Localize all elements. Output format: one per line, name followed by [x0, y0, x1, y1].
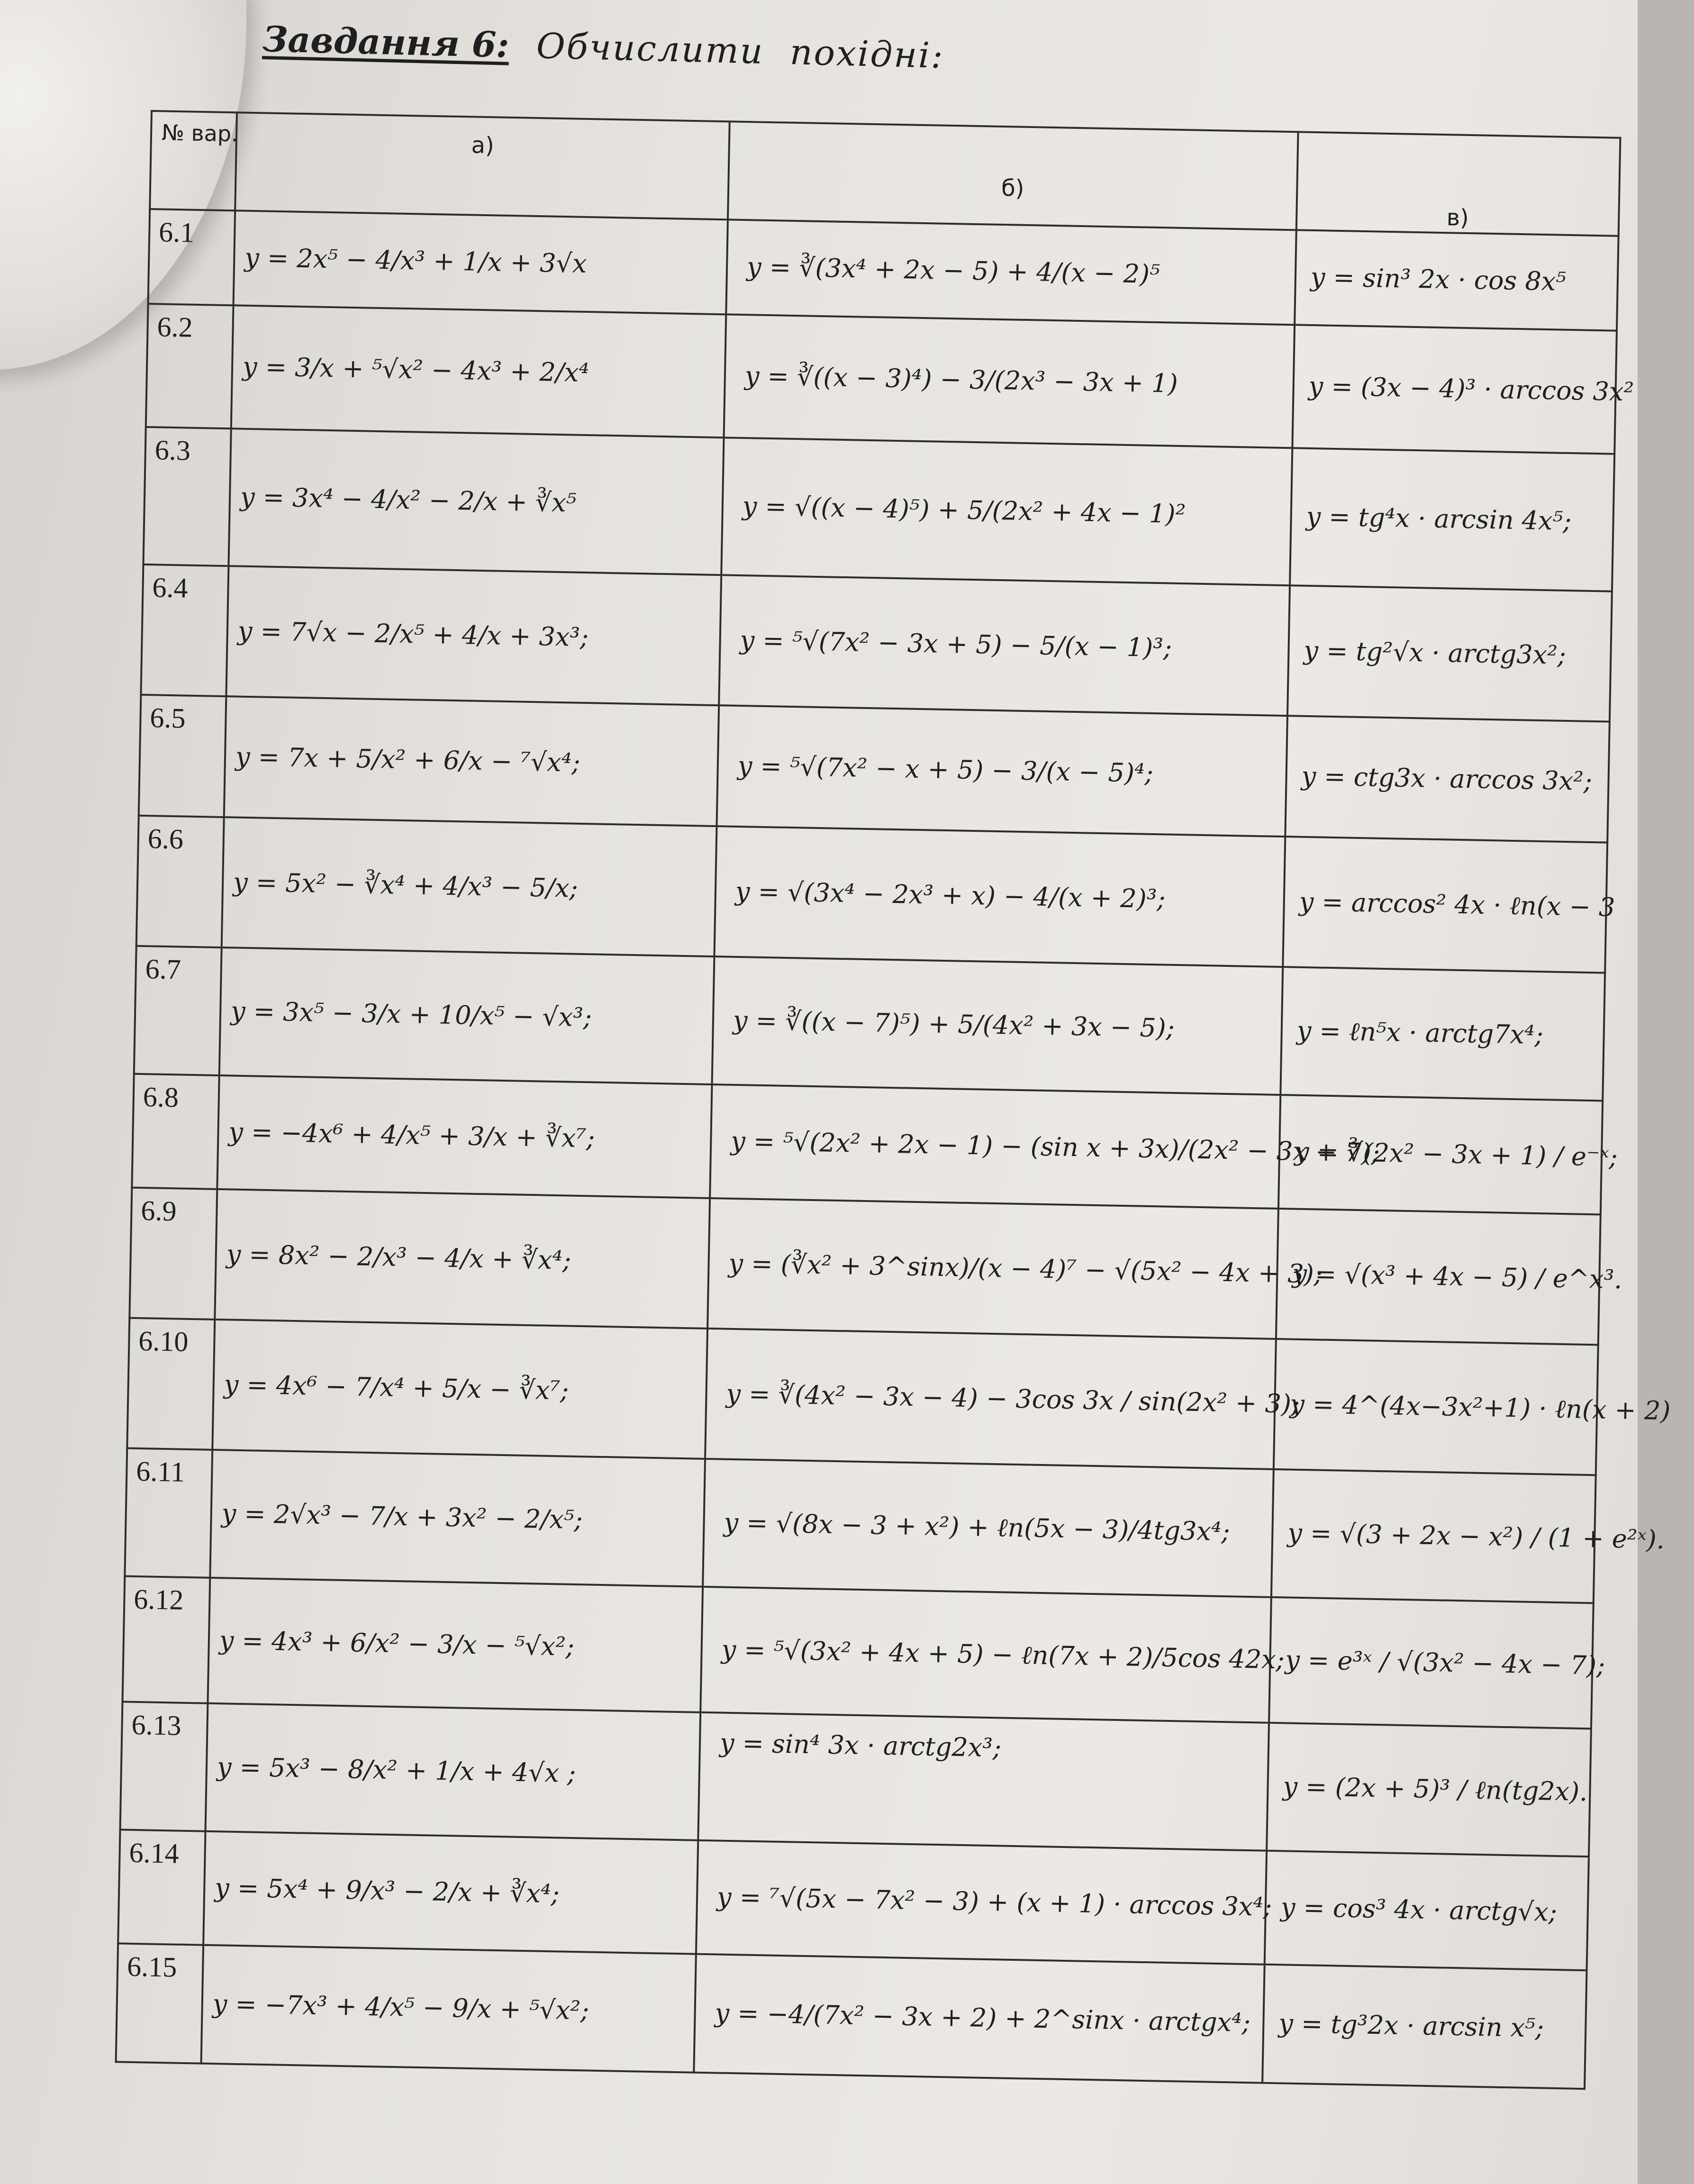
table-row: [129, 1187, 1601, 1345]
formula-a: y = 4x³ + 6/x² − 3/x − ⁵√x²;: [208, 1577, 703, 1712]
header-column-c: в): [1296, 132, 1621, 236]
formula-c: y = cos³ 4x · arctg√x;: [1265, 1850, 1589, 1970]
formula-a: y = 5x² − ∛x⁴ + 4/x³ − 5/x;: [222, 817, 717, 956]
formula-b: y = ∛(4x² − 3x − 4) − 3cos 3x / sin(2x² + 3);: [705, 1329, 1276, 1469]
formula-a: y = 8x² − 2/x³ − 4/x + ∛x⁴;: [215, 1189, 710, 1329]
variant-number: 6.4: [141, 564, 228, 696]
task-heading: [262, 19, 945, 76]
formula-c: y = (2x + 5)³ / ℓn(tg2x).: [1267, 1722, 1591, 1856]
formula-b: y = √(8x − 3 + x²) + ℓn(5x − 3)/4tg3x⁴;: [703, 1459, 1274, 1597]
variant-number: 6.8: [132, 1074, 219, 1189]
formula-a: y = 3x⁵ − 3/x + 10/x⁵ − √x³;: [219, 947, 715, 1084]
variant-number: 6.5: [139, 694, 226, 817]
formula-b: y = ∛(3x⁴ + 2x − 5) + 4/(x − 2)⁵: [726, 219, 1296, 325]
formula-c: y = (3x − 4)³ · arccos 3x²: [1292, 325, 1617, 454]
formula-a: y = 2x⁵ − 4/x³ + 1/x + 3√x: [233, 210, 727, 314]
formula-c: y = e³ˣ / √(3x² − 4x − 7);: [1269, 1597, 1594, 1728]
formula-a: y = 3x⁴ − 4/x² − 2/x + ∛x⁵: [228, 428, 724, 575]
header-column-b: б): [728, 121, 1298, 230]
formula-b: y = ⁷√(5x − 7x² − 3) + (x + 1) · arccos 3x⁴;: [696, 1840, 1267, 1964]
variant-number: 6.1: [148, 209, 236, 305]
variant-number: 6.14: [118, 1829, 205, 1945]
task-text: Обчислити похідні:: [535, 26, 945, 77]
formula-c: y = √(x³ + 4x − 5) / e^x³.: [1276, 1209, 1601, 1345]
variant-number: 6.3: [143, 427, 231, 566]
table-row: [143, 427, 1614, 592]
task-label: Завдання 6:: [262, 19, 510, 66]
formula-c: y = tg⁴x · arcsin 4x⁵;: [1290, 448, 1614, 591]
variant-number: 6.6: [136, 815, 224, 947]
formula-c: y = tg³2x · arcsin x⁵;: [1262, 1964, 1586, 2088]
formula-a: y = −4x⁶ + 4/x⁵ + 3/x + ∛x⁷;: [217, 1075, 712, 1198]
table-row: [141, 564, 1612, 721]
variant-number: 6.12: [122, 1576, 210, 1703]
formula-b: y = ⁵√(7x² − 3x + 5) − 5/(x − 1)³;: [719, 575, 1290, 716]
formula-b: y = √((x − 4)⁵) + 5/(2x² + 4x − 1)²: [721, 437, 1292, 585]
formula-a: y = 3/x + ⁵√x² − 4x³ + 2/x⁴: [231, 305, 726, 437]
formula-c: y = 4^(4x−3x²+1) · ℓn(x + 2): [1274, 1339, 1598, 1475]
formula-b: y = ∛((x − 7)⁵) + 5/(4x² + 3x − 5);: [712, 956, 1283, 1095]
formula-c: y = ∛(2x² − 3x + 1) / e⁻ˣ;: [1278, 1095, 1603, 1214]
formula-c: y = ctg3x · arccos 3x²;: [1285, 716, 1610, 842]
formula-a: y = 7√x − 2/x⁵ + 4/x + 3x³;: [226, 566, 721, 705]
variant-number: 6.15: [116, 1943, 204, 2063]
formula-a: y = 5x³ − 8/x² + 1/x + 4√x ;: [205, 1703, 700, 1840]
formula-a: y = 5x⁴ + 9/x³ − 2/x + ∛x⁴;: [203, 1831, 698, 1954]
formula-c: y = tg²√x · arctg3x²;: [1287, 585, 1612, 721]
formula-a: y = 7x + 5/x² + 6/x − ⁷√x⁴;: [224, 696, 719, 826]
formula-a: y = −7x³ + 4/x⁵ − 9/x + ⁵√x²;: [201, 1945, 696, 2072]
header-column-a: а): [235, 112, 730, 219]
formula-a: y = 4x⁶ − 7/x⁴ + 5/x − ∛x⁷;: [212, 1320, 707, 1459]
formula-c: y = ℓn⁵x · arctg7x⁴;: [1280, 967, 1605, 1101]
formula-b: y = ⁵√(2x² + 2x − 1) − (sin x + 3x)/(2x² − 3x + 7);: [710, 1084, 1280, 1209]
formula-b: y = ⁵√(3x² + 4x + 5) − ℓn(7x + 2)/5cos 42x;: [700, 1586, 1271, 1722]
formula-b: y = (∛x² + 3^sinx)/(x − 4)⁷ − √(5x² − 4x + 3);: [707, 1198, 1278, 1339]
formula-b: y = −4/(7x² − 3x + 2) + 2^sinx · arctgx⁴;: [694, 1954, 1264, 2083]
formula-b: y = √(3x⁴ − 2x³ + x) − 4/(x + 2)³;: [714, 826, 1285, 967]
variant-number: 6.13: [120, 1702, 208, 1831]
header-variant-number: № вар.: [150, 111, 237, 210]
variant-number: 6.2: [146, 304, 234, 428]
formula-b: y = ∛((x − 3)⁴) − 3/(2x³ − 3x + 1): [724, 314, 1295, 448]
table-row: [127, 1318, 1598, 1475]
formula-c: y = √(3 + 2x − x²) / (1 + e²ˣ).: [1271, 1469, 1596, 1603]
formula-b: y = sin⁴ 3x · arctg2x³;: [698, 1712, 1269, 1850]
formula-c: y = arccos² 4x · ℓn(x − 3: [1283, 837, 1607, 973]
derivatives-table-wrapper: [115, 110, 1671, 2080]
formula-a: y = 2√x³ − 7/x + 3x² − 2/x⁵;: [210, 1449, 705, 1586]
derivatives-table: [115, 110, 1671, 2090]
variant-number: 6.9: [129, 1187, 217, 1319]
variant-number: 6.7: [134, 946, 222, 1075]
table-row: [136, 815, 1608, 973]
formula-c: y = sin³ 2x · cos 8x⁵: [1295, 230, 1619, 330]
variant-number: 6.11: [125, 1448, 212, 1577]
variant-number: 6.10: [127, 1318, 215, 1449]
formula-b: y = ⁵√(7x² − x + 5) − 3/(x − 5)⁴;: [717, 705, 1287, 837]
